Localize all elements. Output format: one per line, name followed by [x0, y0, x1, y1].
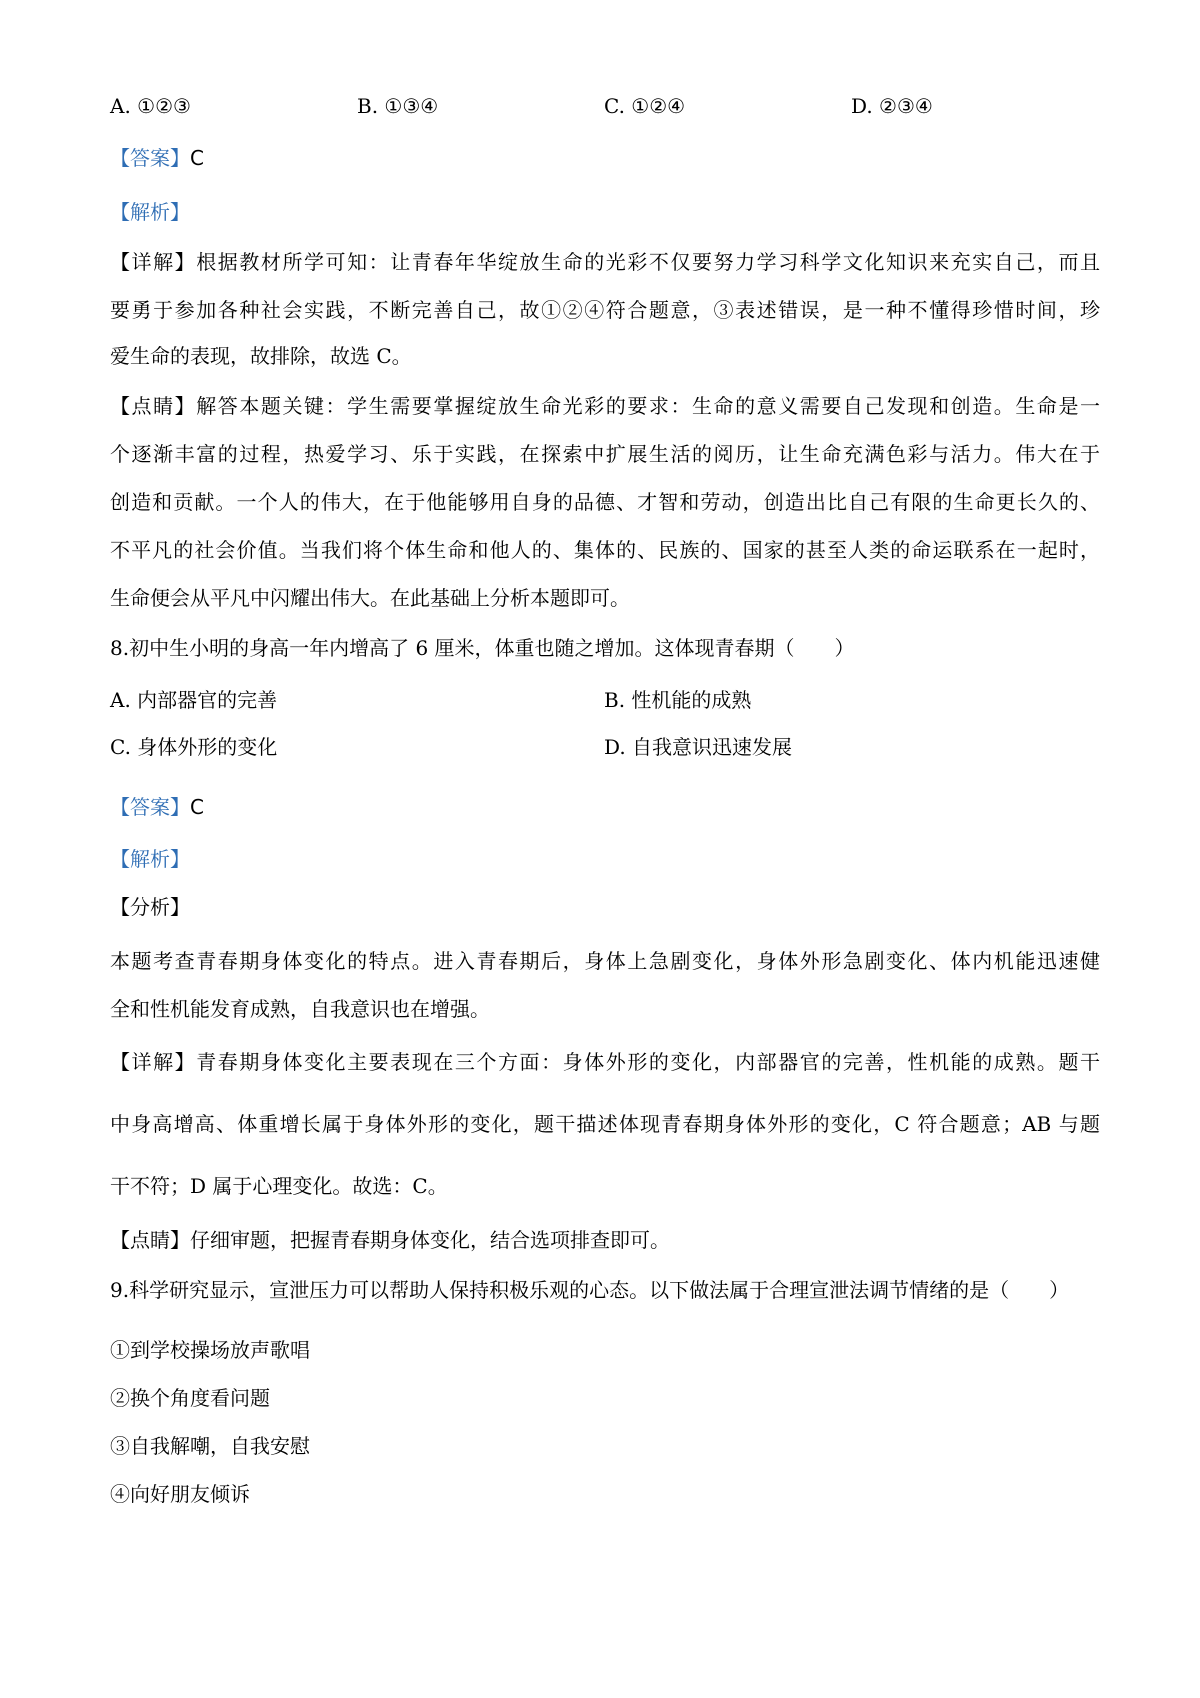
q7-note-line-4: 不平凡的社会价值。当我们将个体生命和他人的、集体的、民族的、国家的甚至人类的命运联系在一起时， — [110, 538, 1100, 562]
q8-note: 【点睛】仔细审题，把握青春期身体变化，结合选项排查即可。 — [110, 1228, 670, 1252]
q7-answer-line — [110, 144, 1100, 172]
answer-tag: 【答案】 — [110, 146, 190, 170]
q8-answer-line — [110, 793, 1100, 821]
q7-option-b: B. ①③④ — [357, 94, 439, 118]
answer-value: C — [190, 795, 204, 819]
q7-detail-line-2: 要勇于参加各种社会实践，不断完善自己，故①②④符合题意，③表述错误，是一种不懂得珍惜时间，珍 — [110, 298, 1100, 322]
q7-detail-line-1: 【详解】根据教材所学可知：让青春年华绽放生命的光彩不仅要努力学习科学文化知识来充实自己，而且 — [110, 250, 1100, 274]
q7-option-a: A. ①②③ — [110, 94, 191, 118]
answer-tag: 【答案】 — [110, 795, 190, 819]
q8-detail-line-1: 【详解】青春期身体变化主要表现在三个方面：身体外形的变化，内部器官的完善，性机能的成熟。题干 — [110, 1050, 1100, 1074]
q7-note-line-5: 生命便会从平凡中闪耀出伟大。在此基础上分析本题即可。 — [110, 586, 630, 610]
q8-fenxi-line-2: 全和性机能发育成熟，自我意识也在增强。 — [110, 997, 490, 1021]
q8-option-a: A. 内部器官的完善 — [110, 688, 278, 712]
q7-option-d: D. ②③④ — [851, 94, 933, 118]
q8-option-d: D. 自我意识迅速发展 — [604, 735, 793, 759]
q7-detail-line-3: 爱生命的表现，故排除，故选 C。 — [110, 344, 412, 368]
q8-fenxi-tag: 【分析】 — [110, 895, 190, 919]
q9-item-1: ①到学校操场放声歌唱 — [110, 1338, 310, 1362]
q7-analysis-tag: 【解析】 — [110, 200, 190, 224]
q8-analysis-tag: 【解析】 — [110, 847, 190, 871]
q7-option-c: C. ①②④ — [604, 94, 686, 118]
q8-detail-line-2: 中身高增高、体重增长属于身体外形的变化，题干描述体现青春期身体外形的变化，C 符合题意；AB 与题 — [110, 1112, 1100, 1136]
q7-note-line-1: 【点睛】解答本题关键：学生需要掌握绽放生命光彩的要求：生命的意义需要自己发现和创造。生命是一 — [110, 394, 1100, 418]
q9-item-2: ②换个角度看问题 — [110, 1386, 270, 1410]
q9-item-3: ③自我解嘲，自我安慰 — [110, 1434, 310, 1458]
q8-option-c: C. 身体外形的变化 — [110, 735, 278, 759]
answer-value: C — [190, 146, 204, 170]
q9-stem: 9.科学研究显示，宣泄压力可以帮助人保持积极乐观的心态。以下做法属于合理宣泄法调节情绪的是（ ） — [110, 1278, 1070, 1302]
q8-option-b: B. 性机能的成熟 — [604, 688, 752, 712]
q7-note-line-3: 创造和贡献。一个人的伟大，在于他能够用自身的品德、才智和劳动，创造出比自己有限的生命更长久的、 — [110, 490, 1100, 514]
q8-detail-line-3: 干不符；D 属于心理变化。故选：C。 — [110, 1174, 448, 1198]
q9-item-4: ④向好朋友倾诉 — [110, 1482, 250, 1506]
q7-note-line-2: 个逐渐丰富的过程，热爱学习、乐于实践，在探索中扩展生活的阅历，让生命充满色彩与活力。伟大在于 — [110, 442, 1100, 466]
q8-fenxi-line-1: 本题考查青春期身体变化的特点。进入青春期后，身体上急剧变化，身体外形急剧变化、体内机能迅速健 — [110, 949, 1100, 973]
q8-stem: 8.初中生小明的身高一年内增高了 6 厘米，体重也随之增加。这体现青春期（ ） — [110, 636, 855, 660]
